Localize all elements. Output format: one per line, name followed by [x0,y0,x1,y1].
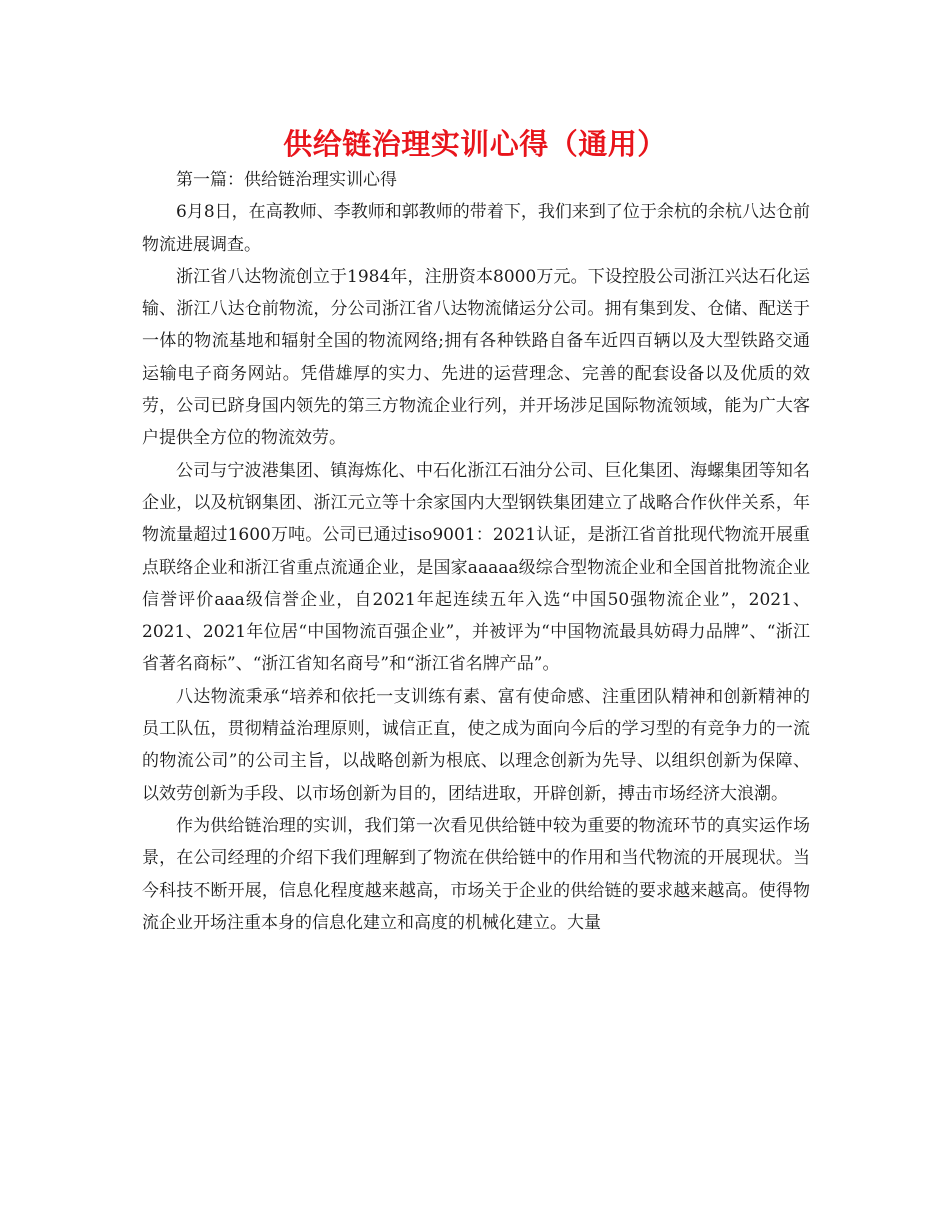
section-heading: 第一篇：供给链治理实训心得 [176,170,397,190]
paragraph: 公司与宁波港集团、镇海炼化、中石化浙江石油分公司、巨化集团、海螺集团等知名企业，以及杭钢集团、浙江元立等十余家国内大型钢铁集团建立了战略合作伙伴关系，年物流量超过1600万吨。公司已通过iso9001：2021认证，是浙江省首批现代物流开展重点联络企业和浙江省重点流通企业，是国家aaaaa级综合型物流企业和全国首批物流企业信誉评价aaa级信誉企业，自2021年起连续五年入选“中国50强物流企业”，2021、2021、2021年位居“中国物流百强企业”，并被评为“中国物流最具妨碍力品牌”、“浙江省著名商标”、“浙江省知名商号”和“浙江省名牌产品”。 [142,460,810,675]
document-body [142,164,810,939]
paragraph: 6月8日，在高教师、李教师和郭教师的带着下，我们来到了位于余杭的余杭八达仓前物流进展调查。 [142,202,810,255]
paragraph: 八达物流秉承“培养和依托一支训练有素、富有使命感、注重团队精神和创新精神的员工队伍，贯彻精益治理原则，诚信正直，使之成为面向今后的学习型的有竞争力的一流的物流公司”的公司主旨，以战略创新为根底、以理念创新为先导、以组织创新为保障、以效劳创新为手段、以市场创新为目的，团结进取，开辟创新，搏击市场经济大浪潮。 [142,686,810,804]
paragraph: 作为供给链治理的实训，我们第一次看见供给链中较为重要的物流环节的真实运作场景，在公司经理的介绍下我们理解到了物流在供给链中的作用和当代物流的开展现状。当今科技不断开展，信息化程度越来越高，市场关于企业的供给链的要求越来越高。使得物流企业开场注重本身的信息化建立和高度的机械化建立。大量 [142,815,810,933]
paragraph: 浙江省八达物流创立于1984年，注册资本8000万元。下设控股公司浙江兴达石化运输、浙江八达仓前物流，分公司浙江省八达物流储运分公司。拥有集到发、仓储、配送于一体的物流基地和辐射全国的物流网络;拥有各种铁路自备车近四百辆以及大型铁路交通运输电子商务网站。凭借雄厚的实力、先进的运营理念、完善的配套设备以及优质的效劳，公司已跻身国内领先的第三方物流企业行列，并开场涉足国际物流领域，能为广大客户提供全方位的物流效劳。 [142,266,810,449]
document-title: 供给链治理实训心得（通用） [283,127,667,161]
